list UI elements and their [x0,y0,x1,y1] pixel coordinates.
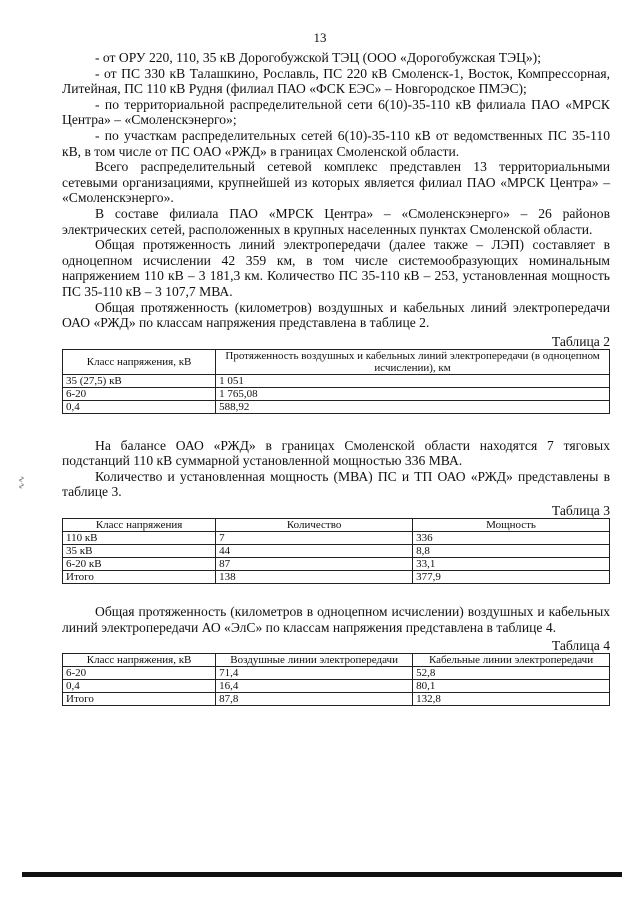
table-cell: 35 (27,5) кВ [63,374,216,387]
table-cell: 6-20 [63,387,216,400]
table-header-row [63,349,610,374]
table-cell: 6-20 [63,667,216,680]
table-cell: 87 [216,558,413,571]
table-cell: 1 051 [216,374,610,387]
paragraph: Общая протяженность (километров в одноцепном исчислении) воздушных и кабельных линий электропередачи АО «ЭлС» по классам напряжения представлена в таблице 4. [62,604,610,635]
table-row [63,400,610,413]
table-cell: 16,4 [216,680,413,693]
table-cell: 80,1 [413,680,610,693]
paragraph: В составе филиала ПАО «МРСК Центра» – «Смоленскэнерго» – 26 районов электрических сетей, расположенных в крупных населенных пунктах Смоленской области. [62,205,610,237]
table-row [63,693,610,706]
paragraph: Всего распределительный сетевой комплекс представлен 13 территориальными сетевыми организациями, крупнейшей из которых является филиал ПАО «МРСК Центра» – «Смоленскэнерго». [62,159,610,206]
table-cell: 132,8 [413,693,610,706]
table-row [63,571,610,584]
table-header-cell: Класс напряжения, кВ [63,654,216,667]
table-cell: 44 [216,545,413,558]
table-header-cell: Класс напряжения, кВ [63,349,216,374]
paragraph: - по участкам распределительных сетей 6(10)-35-110 кВ от ведомственных ПС 35-110 кВ, в том числе от ПС ОАО «РЖД» в границах Смоленской области. [62,127,610,159]
table-cell: Итого [63,693,216,706]
table-row [63,667,610,680]
bottom-scan-bar [22,872,622,877]
table-row [63,680,610,693]
table-cell: 0,4 [63,680,216,693]
paragraph: - от ОРУ 220, 110, 35 кВ Дорогобужской ТЭЦ (ООО «Дорогобужская ТЭЦ»); [95,50,541,65]
table-4 [62,653,610,706]
table-cell: Итого [63,571,216,584]
table-header-cell: Класс напряжения [63,519,216,532]
table-header-cell: Мощность [413,519,610,532]
table-cell: 35 кВ [63,545,216,558]
table-4-label: Таблица 4 [551,638,610,654]
page-number: 13 [313,30,327,45]
table-2-label: Таблица 2 [551,333,610,349]
paragraph: - от ПС 330 кВ Талашкино, Рославль, ПС 220 кВ Смоленск-1, Восток, Компрессорная, Литейная, ПС 110 кВ Рудня (филиал ПАО «ФСК ЕЭС» – Новгородское ПМЭС); [62,65,610,97]
table-row [63,558,610,571]
table-cell: 87,8 [216,693,413,706]
paragraph: Общая протяженность линий электропередачи (далее также – ЛЭП) составляет в одноцепном исчислении 42 359 км, в том числе системообразующих номинальным напряжением 110 кВ – 3 181,3 км. Количество ПС 35-110 кВ – 253, установленная мощность ПС 35-110 кВ – 3 107,7 МВА. [62,237,610,299]
table-3-label: Таблица 3 [551,503,610,519]
table-cell: 377,9 [413,571,610,584]
table-3 [62,518,610,584]
table-row [63,545,610,558]
table-cell: 7 [216,532,413,545]
table-header-cell: Кабельные линии электропередачи [413,654,610,667]
table-cell: 110 кВ [63,532,216,545]
table-row [63,532,610,545]
table-cell: 138 [216,571,413,584]
table-cell: 588,92 [216,400,610,413]
table-cell: 336 [413,532,610,545]
margin-mark: ∿∿ [17,475,27,490]
table-header-row [63,519,610,532]
table-cell: 33,1 [413,558,610,571]
paragraph: Общая протяженность (километров) воздушных и кабельных линий электропередачи ОАО «РЖД» по классам напряжения представлена в таблице 2. [62,299,610,331]
table-cell: 52,8 [413,667,610,680]
table-cell: 1 765,08 [216,387,610,400]
paragraph: На балансе ОАО «РЖД» в границах Смоленской области находятся 7 тяговых подстанций 110 кВ суммарной установленной мощностью 336 МВА. [62,437,610,469]
table-row [63,374,610,387]
paragraph: Количество и установленная мощность (МВА) ПС и ТП ОАО «РЖД» представлены в таблице 3. [62,468,610,500]
table-header-cell: Количество [216,519,413,532]
table-header-cell: Протяженность воздушных и кабельных линий электропередачи (в одноцепном исчислении), км [216,349,610,374]
table-header-row [63,654,610,667]
table-2 [62,349,610,414]
table-cell: 71,4 [216,667,413,680]
paragraph: - по территориальной распределительной сети 6(10)-35-110 кВ филиала ПАО «МРСК Центра» – «Смоленскэнерго»; [62,96,610,128]
table-row [63,387,610,400]
document-body [62,50,610,706]
table-header-cell: Воздушные линии электропередачи [216,654,413,667]
table-cell: 8,8 [413,545,610,558]
table-cell: 0,4 [63,400,216,413]
table-cell: 6-20 кВ [63,558,216,571]
